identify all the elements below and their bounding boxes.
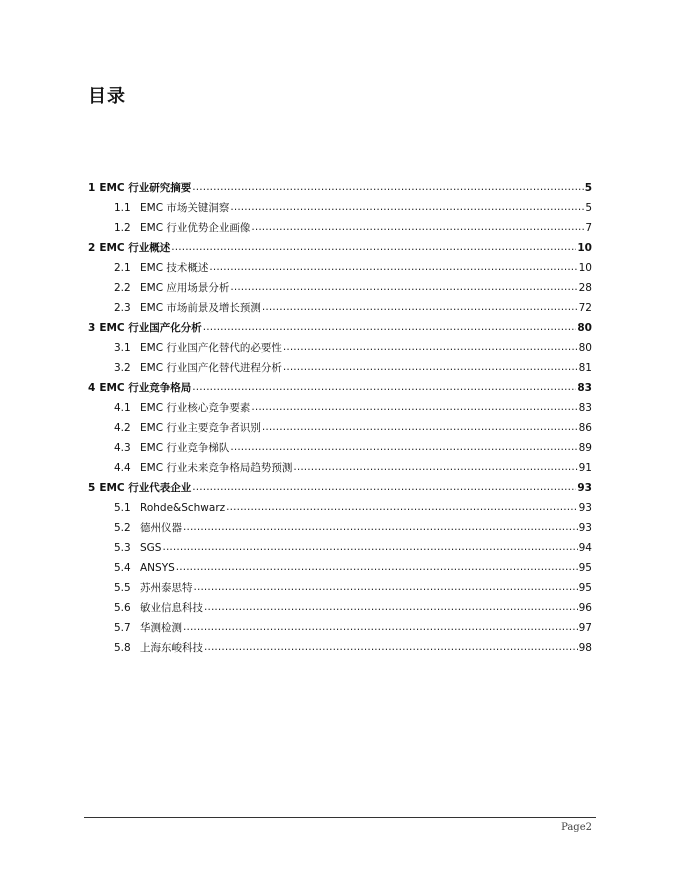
- toc-entry-title: Rohde&Schwarz: [140, 502, 226, 514]
- toc-dot-leader: [162, 537, 577, 557]
- toc-section-entry[interactable]: [88, 418, 592, 438]
- toc-entry-number: 5.7: [114, 622, 131, 634]
- toc-dot-leader: [262, 417, 578, 437]
- toc-entry-number: 2.2: [114, 282, 131, 294]
- toc-entry-page-number: 94: [578, 542, 592, 554]
- toc-entry-page-number: 83: [578, 402, 592, 414]
- toc-entry-page-number: 5: [585, 202, 592, 214]
- toc-entry-number: 4.4: [114, 462, 131, 474]
- toc-dot-leader: [283, 357, 578, 377]
- toc-entry-title: EMC 行业研究摘要: [99, 182, 192, 194]
- toc-entry-number: 4.1: [114, 402, 131, 414]
- toc-section-entry[interactable]: [88, 458, 592, 478]
- toc-entry-page-number: 80: [578, 342, 592, 354]
- toc-entry-page-number: 93: [578, 522, 592, 534]
- toc-entry-page-number: 96: [578, 602, 592, 614]
- toc-section-entry[interactable]: [88, 438, 592, 458]
- toc-entry-page-number: 83: [577, 382, 592, 394]
- toc-entry-page-number: 95: [578, 582, 592, 594]
- toc-section-entry[interactable]: [88, 538, 592, 558]
- footer-divider: [84, 817, 596, 818]
- toc-entry-title: EMC 行业核心竞争要素: [140, 402, 251, 414]
- toc-entry-title: EMC 行业概述: [99, 242, 171, 254]
- toc-entry-number: 1.2: [114, 222, 131, 234]
- toc-dot-leader: [183, 617, 578, 637]
- toc-dot-leader: [203, 317, 577, 337]
- toc-entry-page-number: 93: [578, 502, 592, 514]
- toc-entry-title: EMC 市场关键洞察: [140, 202, 230, 214]
- toc-dot-leader: [171, 237, 576, 257]
- toc-entry-page-number: 28: [578, 282, 592, 294]
- toc-dot-leader: [183, 517, 578, 537]
- toc-entry-number: 5.6: [114, 602, 131, 614]
- toc-entry-number: 2: [88, 242, 96, 254]
- toc-entry-number: 5.8: [114, 642, 131, 654]
- toc-section-entry[interactable]: [88, 518, 592, 538]
- toc-entry-number: 5.1: [114, 502, 131, 514]
- toc-section-entry[interactable]: [88, 278, 592, 298]
- toc-section-entry[interactable]: [88, 398, 592, 418]
- toc-entry-title: 华测检测: [140, 622, 182, 634]
- toc-dot-leader: [262, 297, 578, 317]
- toc-entry-title: EMC 行业国产化分析: [99, 322, 202, 334]
- toc-dot-leader: [176, 557, 578, 577]
- toc-entry-page-number: 10: [578, 262, 592, 274]
- toc-entry-title: EMC 行业未来竞争格局趋势预测: [140, 462, 293, 474]
- toc-entry-title: EMC 市场前景及增长预测: [140, 302, 261, 314]
- toc-chapter-entry[interactable]: [88, 178, 592, 198]
- toc-entry-number: 5.4: [114, 562, 131, 574]
- toc-entry-number: 3.2: [114, 362, 131, 374]
- toc-entry-title: EMC 技术概述: [140, 262, 209, 274]
- toc-dot-leader: [226, 497, 577, 517]
- toc-entry-page-number: 97: [578, 622, 592, 634]
- toc-entry-number: 3: [88, 322, 96, 334]
- toc-dot-leader: [230, 197, 584, 217]
- toc-entry-page-number: 10: [577, 242, 592, 254]
- toc-entry-title: 苏州泰思特: [140, 582, 193, 594]
- toc-entry-number: 4.2: [114, 422, 131, 434]
- toc-entry-number: 1.1: [114, 202, 131, 214]
- toc-entry-number: 5.2: [114, 522, 131, 534]
- toc-dot-leader: [283, 337, 578, 357]
- toc-entry-page-number: 72: [578, 302, 592, 314]
- toc-dot-leader: [230, 277, 577, 297]
- toc-chapter-entry[interactable]: [88, 478, 592, 498]
- toc-entry-title: EMC 行业代表企业: [99, 482, 192, 494]
- toc-chapter-entry[interactable]: [88, 238, 592, 258]
- toc-entry-page-number: 98: [578, 642, 592, 654]
- toc-entry-number: 2.3: [114, 302, 131, 314]
- toc-dot-leader: [194, 577, 578, 597]
- toc-entry-title: EMC 应用场景分析: [140, 282, 230, 294]
- toc-dot-leader: [192, 377, 576, 397]
- toc-entry-number: 5: [88, 482, 96, 494]
- toc-section-entry[interactable]: [88, 498, 592, 518]
- toc-section-entry[interactable]: [88, 338, 592, 358]
- toc-section-entry[interactable]: [88, 218, 592, 238]
- toc-entry-number: 4: [88, 382, 96, 394]
- toc-entry-page-number: 5: [584, 182, 592, 194]
- toc-section-entry[interactable]: [88, 638, 592, 658]
- toc-entry-title: EMC 行业竞争格局: [99, 382, 192, 394]
- toc-section-entry[interactable]: [88, 618, 592, 638]
- toc-section-entry[interactable]: [88, 578, 592, 598]
- toc-entry-title: EMC 行业竞争梯队: [140, 442, 230, 454]
- toc-section-entry[interactable]: [88, 358, 592, 378]
- toc-chapter-entry[interactable]: [88, 318, 592, 338]
- toc-entry-page-number: 95: [578, 562, 592, 574]
- toc-entry-title: 德州仪器: [140, 522, 182, 534]
- toc-entry-title: 上海东峻科技: [140, 642, 203, 654]
- toc-section-entry[interactable]: [88, 298, 592, 318]
- toc-entry-number: 5.3: [114, 542, 131, 554]
- toc-entry-number: 3.1: [114, 342, 131, 354]
- toc-entry-page-number: 80: [577, 322, 592, 334]
- toc-entry-number: 1: [88, 182, 96, 194]
- toc-entry-number: 5.5: [114, 582, 131, 594]
- toc-entry-title: SGS: [140, 542, 162, 554]
- toc-entry-page-number: 86: [578, 422, 592, 434]
- toc-dot-leader: [251, 397, 577, 417]
- toc-dot-leader: [293, 457, 577, 477]
- toc-dot-leader: [251, 217, 584, 237]
- toc-dot-leader: [192, 177, 583, 197]
- toc-dot-leader: [204, 637, 578, 657]
- toc-entry-title: ANSYS: [140, 562, 175, 574]
- toc-dot-leader: [209, 257, 577, 277]
- footer-page-number: Page2: [561, 822, 592, 833]
- toc-entry-number: 4.3: [114, 442, 131, 454]
- toc-entry-title: EMC 行业国产化替代进程分析: [140, 362, 282, 374]
- toc-section-entry[interactable]: [88, 598, 592, 618]
- toc-entry-page-number: 91: [578, 462, 592, 474]
- page-title: 目录: [88, 86, 126, 107]
- toc-entry-title: EMC 行业国产化替代的必要性: [140, 342, 282, 354]
- toc-entry-page-number: 81: [578, 362, 592, 374]
- toc-entry-title: EMC 行业主要竞争者识别: [140, 422, 261, 434]
- toc-section-entry[interactable]: [88, 258, 592, 278]
- toc-dot-leader: [192, 477, 576, 497]
- toc-dot-leader: [204, 597, 578, 617]
- toc-entry-page-number: 7: [585, 222, 592, 234]
- toc-entry-page-number: 93: [577, 482, 592, 494]
- toc-entry-number: 2.1: [114, 262, 131, 274]
- toc-section-entry[interactable]: [88, 558, 592, 578]
- toc-entry-page-number: 89: [578, 442, 592, 454]
- toc-entry-title: 敏业信息科技: [140, 602, 203, 614]
- toc-section-entry[interactable]: [88, 198, 592, 218]
- table-of-contents: [88, 178, 592, 658]
- toc-dot-leader: [230, 437, 577, 457]
- toc-entry-title: EMC 行业优势企业画像: [140, 222, 251, 234]
- toc-chapter-entry[interactable]: [88, 378, 592, 398]
